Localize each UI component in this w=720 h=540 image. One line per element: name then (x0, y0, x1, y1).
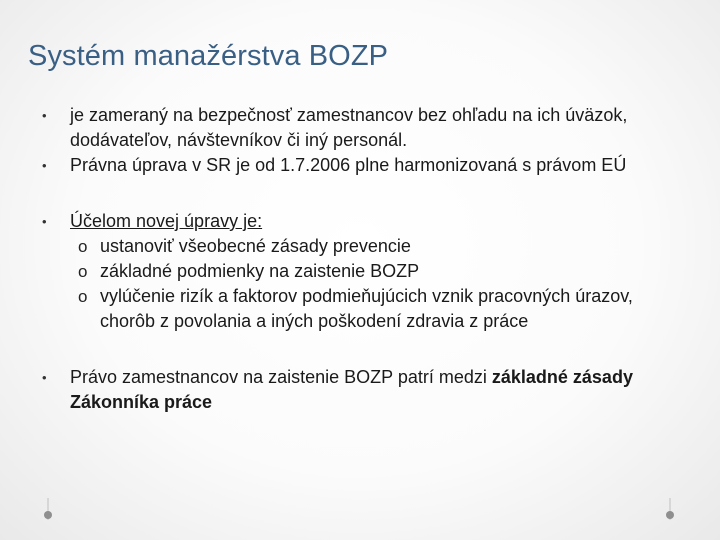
right-corner-dot (666, 511, 674, 519)
bullet-icon: • (42, 108, 47, 123)
purpose-sub-list (70, 234, 682, 334)
bullet-item-legislation (42, 153, 682, 178)
slide-content (42, 103, 682, 415)
slide-title: Systém manažérstva BOZP (28, 40, 389, 72)
purpose-heading: Účelom novej úpravy je: (70, 211, 263, 231)
sub-item-text: ustanoviť všeobecné zásady prevencie (100, 236, 411, 256)
rights-bold-text: základné zásady Zákonníka práce (70, 367, 633, 412)
bullet-list (42, 103, 682, 415)
bullet-item-purpose (42, 209, 682, 334)
bullet-icon: • (42, 370, 47, 385)
sub-bullet-icon: o (78, 262, 88, 281)
sub-item (70, 284, 682, 334)
sub-bullet-icon: o (78, 237, 88, 256)
sub-item-text: základné podmienky na zaistenie BOZP (100, 261, 420, 281)
sub-item (70, 259, 682, 284)
rights-text: Právo zamestnancov na zaistenie BOZP patrí medzi (70, 367, 492, 387)
sub-item-text: vylúčenie rizík a faktorov podmieňujúcich vznik pracovných úrazov, chorôb z povolania a iných poškodení zdravia z práce (100, 286, 633, 331)
bullet-text: Právna úprava v SR je od 1.7.2006 plne harmonizovaná s právom EÚ (70, 155, 627, 175)
bullet-item-scope (42, 103, 682, 153)
bullet-icon: • (42, 214, 47, 229)
left-corner-dot (44, 511, 52, 519)
bullet-text: je zameraný na bezpečnosť zamestnancov bez ohľadu na ich úväzok, dodávateľov, návštevníkov či iný personál. (70, 105, 628, 150)
bullet-item-rights (42, 365, 682, 415)
bullet-icon: • (42, 158, 47, 173)
sub-bullet-icon: o (78, 287, 88, 306)
sub-item (70, 234, 682, 259)
